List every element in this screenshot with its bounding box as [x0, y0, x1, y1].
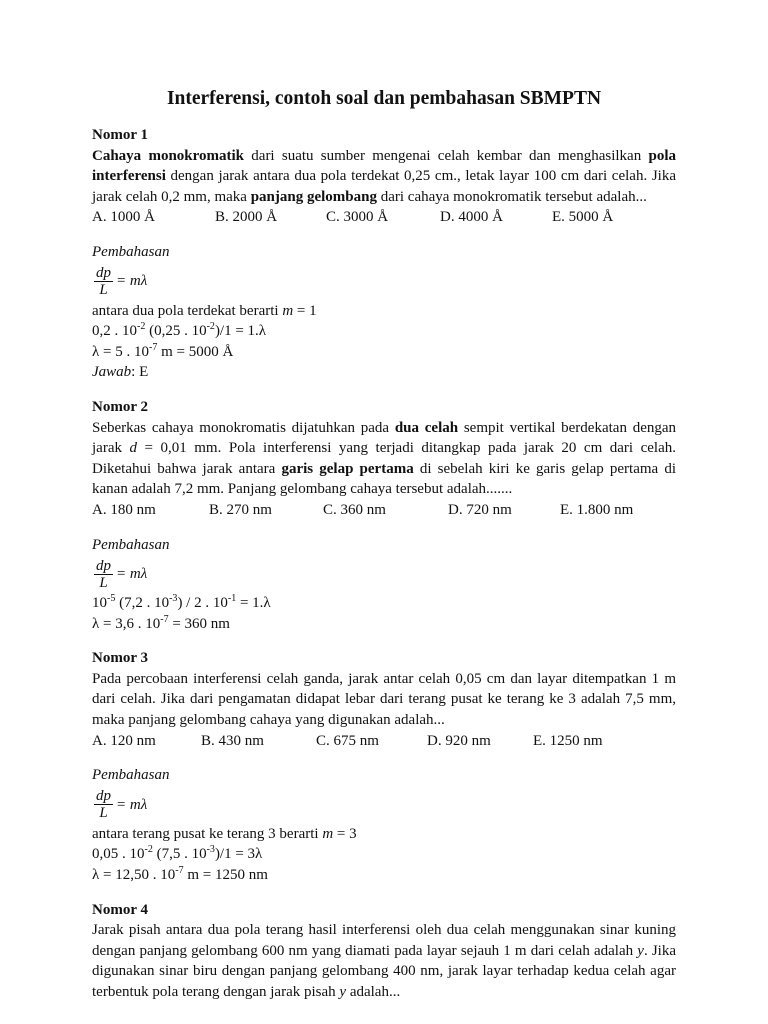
solution-line — [92, 301, 676, 322]
bold-term: panjang gelombang — [250, 188, 377, 205]
question-text — [92, 920, 676, 1002]
bold-term: Cahaya monokromatik — [92, 147, 245, 164]
formula-rhs — [116, 271, 147, 292]
formula-eq: = m — [116, 796, 141, 813]
text-segment: antara terang pusat ke terang 3 berarti — [92, 825, 323, 842]
exponent: -7 — [148, 341, 158, 353]
formula-denominator: L — [99, 805, 108, 822]
exponent: -3 — [169, 593, 178, 605]
question-heading: Nomor 1 — [92, 127, 148, 143]
option-e: E. 5000 Å — [552, 209, 614, 226]
option-c: C. 360 nm — [323, 501, 386, 518]
solution-line — [92, 824, 676, 845]
answer-line — [92, 362, 676, 383]
question-4 — [92, 900, 676, 1003]
text-segment: (0,25 . 10 — [145, 323, 207, 340]
question-heading: Nomor 3 — [92, 650, 148, 667]
option-c: C. 3000 Å — [326, 209, 389, 226]
solution-heading: Pembahasan — [92, 243, 170, 260]
text-segment: dari suatu sumber mengenai celah kembar dan menghasilkan — [244, 147, 649, 164]
text-segment: (7,2 . 10 — [115, 595, 170, 612]
formula-denominator: L — [99, 282, 108, 299]
text-segment: λ = 3,6 . 10 — [92, 615, 161, 632]
text-segment: )/1 = 3λ — [214, 846, 263, 863]
option-e: E. 1.800 nm — [560, 501, 634, 518]
text-segment: sempit vertikal berdekatan dengan jarak — [92, 419, 677, 457]
text-segment: antara dua pola terdekat berarti — [92, 302, 283, 319]
formula-rhs — [116, 564, 147, 585]
text-segment: m = 5000 Å — [157, 343, 234, 360]
page-title: Interferensi, contoh soal dan pembahasan SBMPTN — [166, 88, 602, 109]
document-body — [92, 125, 676, 1017]
text-segment: = 360 nm — [168, 615, 230, 632]
option-b: B. 430 nm — [201, 732, 264, 749]
question-1 — [92, 125, 676, 383]
formula-numerator: dp — [96, 788, 111, 805]
text-segment: ) / 2 . 10 — [177, 595, 228, 612]
text-segment: Seberkas cahaya monokromatis dijatuhkan pada — [92, 419, 395, 436]
formula-eq: = m — [116, 273, 141, 290]
option-d: D. 4000 Å — [440, 209, 503, 226]
option-a: A. 120 nm — [92, 732, 156, 749]
exponent: -7 — [160, 613, 169, 625]
bold-term: dua celah — [394, 419, 459, 436]
var-y: y — [339, 984, 347, 1000]
exponent: -3 — [206, 844, 215, 856]
formula-numerator: dp — [96, 265, 111, 282]
formula — [94, 263, 676, 301]
formula-lambda: λ — [140, 796, 148, 813]
text-segment: (7,5 . 10 — [152, 846, 207, 863]
solution-line — [92, 593, 676, 614]
exponent: -7 — [175, 865, 184, 877]
text-segment: Jarak pisah antara dua pola terang hasil interferensi oleh dua celah menggunakan sinar kuning dengan panjang gelombang 600 nm yang diamati pada layar sejauh 1 m dari celah adalah — [92, 922, 676, 959]
formula-denominator: L — [99, 574, 108, 591]
answer-options — [92, 731, 676, 752]
formula — [94, 786, 676, 824]
var-m: m — [282, 302, 294, 319]
solution-line — [92, 342, 676, 363]
text-segment: 0,2 . 10 — [92, 323, 137, 340]
answer-value: : E — [131, 364, 149, 381]
option-e: E. 1250 nm — [533, 732, 603, 749]
text-segment: . Jika digunakan sinar biru dengan panjang gelombang 400 nm, jarak layar terhadap kedua celah agar terbentuk pola terang dengan jarak pisah — [92, 942, 676, 1000]
question-heading: Nomor 2 — [92, 398, 148, 415]
text-segment: = 3 — [333, 825, 357, 842]
option-a: A. 180 nm — [92, 501, 156, 518]
solution-line — [92, 844, 676, 865]
text-segment: di sebelah kiri ke garis gelap pertama di kanan adalah 7,2 mm. Panjang gelombang cahaya tersebut adalah....... — [92, 460, 677, 498]
formula-rhs — [116, 795, 147, 816]
formula-numerator: dp — [96, 557, 111, 574]
solution-heading: Pembahasan — [92, 767, 170, 784]
text-segment: dengan jarak antara dua pola terdekat 0,25 cm., letak layar 100 cm dari celah. Jika jarak celah 0,2 mm, maka — [92, 168, 676, 205]
option-b: B. 270 nm — [209, 501, 272, 518]
text-segment: 10 — [92, 595, 107, 612]
bold-term: pola interferensi — [92, 147, 676, 185]
text-segment: λ = 12,50 . 10 — [92, 867, 176, 884]
option-d: D. 920 nm — [427, 732, 491, 749]
answer-options — [92, 500, 676, 521]
question-text — [92, 146, 676, 208]
exponent: -5 — [107, 593, 116, 605]
var-m: m — [322, 825, 334, 842]
text-segment: 0,05 . 10 — [92, 846, 145, 863]
text-segment: dari cahaya monokromatik tersebut adalah... — [376, 188, 647, 205]
solution-line — [92, 321, 676, 342]
question-2 — [92, 397, 676, 634]
option-b: B. 2000 Å — [215, 209, 278, 226]
formula-lambda: λ — [140, 273, 148, 290]
formula-eq: = m — [116, 565, 141, 582]
answer-options — [92, 207, 676, 228]
exponent: -1 — [227, 593, 237, 605]
var-d: d — [129, 440, 137, 457]
option-a: A. 1000 Å — [92, 209, 155, 226]
question-3 — [92, 648, 676, 885]
text-segment: adalah... — [346, 984, 401, 1000]
text-segment: = 0,01 mm. Pola interferensi yang terjadi ditangkap pada jarak 20 cm dari celah. Diketahui bahwa jarak antara — [92, 440, 676, 477]
exponent: -2 — [144, 844, 153, 856]
question-text: Pada percobaan interferensi celah ganda, jarak antar celah 0,05 cm dan layar ditempatkan 1 m dari celah. Jika dari pengamatan didapat lebar dari terang pusat ke terang ke 3 adalah 7,5 mm, maka panjang gelombang cahaya yang digunakan adalah... — [92, 670, 676, 729]
option-c: C. 675 nm — [316, 732, 379, 749]
formula-lambda: λ — [140, 565, 148, 582]
solution-line — [92, 865, 676, 886]
exponent: -2 — [206, 321, 215, 333]
exponent: -2 — [137, 321, 146, 333]
formula — [94, 555, 676, 593]
text-segment: m = 1250 nm — [183, 867, 268, 884]
var-y: y — [637, 942, 644, 959]
bold-term: garis gelap pertama — [281, 460, 414, 477]
text-segment: λ = 5 . 10 — [92, 343, 149, 360]
text-segment: = 1 — [293, 302, 317, 319]
text-segment: )/1 = 1.λ — [214, 323, 267, 340]
answer-label: Jawab — [92, 364, 132, 381]
question-heading: Nomor 4 — [92, 901, 148, 918]
question-text — [92, 418, 676, 500]
solution-heading: Pembahasan — [92, 536, 170, 553]
text-segment: = 1.λ — [236, 595, 271, 612]
option-d: D. 720 nm — [448, 501, 512, 518]
solution-line — [92, 614, 676, 635]
